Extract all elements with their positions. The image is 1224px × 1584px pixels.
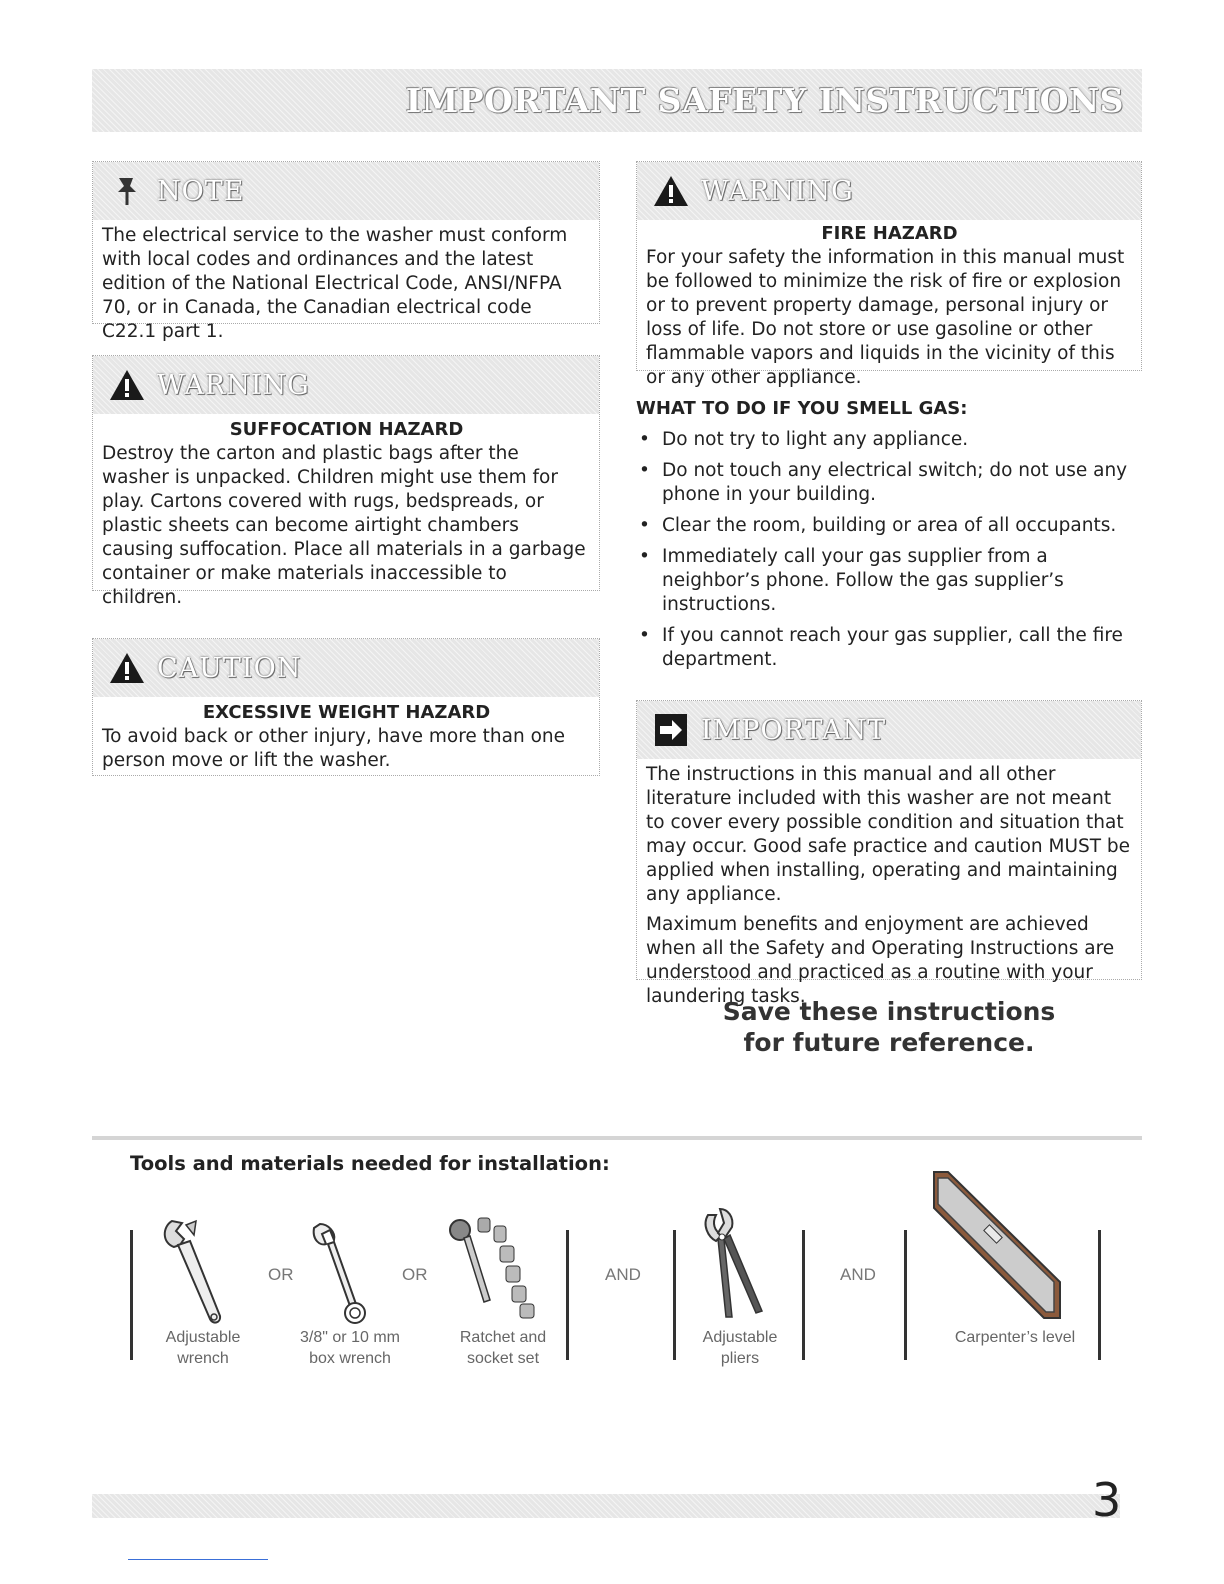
section-divider	[92, 1136, 1142, 1140]
tool-label-line: 3/8" or 10 mm	[300, 1329, 400, 1346]
weight-caution-box	[92, 638, 600, 776]
carpenters-level-image	[928, 1168, 1068, 1328]
fire-hazard-title: FIRE HAZARD	[821, 223, 958, 244]
save-line-2: for future reference.	[743, 1028, 1035, 1057]
weight-caution-heading: CAUTION	[157, 652, 302, 684]
weight-caution-header	[93, 639, 599, 697]
or-connector: OR	[268, 1265, 294, 1284]
tool-label-line: Ratchet and	[459, 1329, 547, 1346]
footer-bar	[92, 1494, 1120, 1518]
list-item: • Clear the room, building or area of all occupants.	[636, 514, 1136, 538]
tool-label-line: wrench	[177, 1350, 229, 1367]
banner-title: IMPORTANT SAFETY INSTRUCTIONS	[405, 81, 1124, 120]
gas-instructions-list	[636, 428, 1136, 679]
suffocation-warning-text: Destroy the carton and plastic bags after the washer is unpacked. Children might use them for play. Cartons covered with rugs, bedspreads, or plastic sheets can become airtight chambers causing suffocation. Place all materials in a garbage container or make materials inaccessible to children.	[102, 443, 586, 608]
list-item: • If you cannot reach your gas supplier, call the fire department.	[636, 624, 1136, 672]
tool-label-line: socket set	[466, 1350, 540, 1367]
suffocation-warning-box	[92, 355, 600, 608]
carpenters-level-label	[940, 1327, 1090, 1348]
warning-triangle-icon	[651, 174, 691, 208]
adjustable-pliers-image	[698, 1205, 768, 1325]
list-item: • Immediately call your gas supplier from a neighbor’s phone. Follow the gas supplier’s instructions.	[636, 545, 1136, 617]
tool-label-line: box wrench	[309, 1350, 391, 1367]
tool-label-line: pliers	[720, 1350, 760, 1367]
warning-triangle-icon	[107, 368, 147, 402]
divider-bar	[130, 1230, 133, 1360]
important-paragraph-1: The instructions in this manual and all other literature included with this washer are not meant to cover every possible condition and situation that may occur. Good safe practice and caution MUST be applied when installing, operating and maintaining any appliance.	[646, 764, 1131, 905]
suffocation-hazard-title: SUFFOCATION HAZARD	[229, 419, 464, 440]
fire-warning-box	[636, 161, 1142, 388]
suffocation-warning-heading: WARNING	[157, 369, 310, 401]
weight-caution-text: To avoid back or other injury, have more than one person move or lift the washer.	[102, 726, 566, 771]
pushpin-icon	[107, 174, 147, 208]
save-instructions-note	[636, 996, 1142, 1058]
list-item: • Do not touch any electrical switch; do not use any phone in your building.	[636, 459, 1136, 507]
ratchet-socket-image	[440, 1210, 545, 1322]
tool-label-line: Adjustable	[165, 1329, 241, 1346]
suffocation-warning-header	[93, 356, 599, 414]
weight-hazard-title: EXCESSIVE WEIGHT HAZARD	[202, 702, 491, 723]
divider-bar	[904, 1230, 907, 1360]
note-header	[93, 162, 599, 220]
corner-rule	[128, 1559, 268, 1560]
tool-label-line: Carpenter’s level	[954, 1329, 1076, 1346]
adjustable-pliers-label	[685, 1327, 795, 1369]
note-box	[92, 161, 600, 342]
page-number: 3	[1092, 1473, 1122, 1527]
gas-section-title: WHAT TO DO IF YOU SMELL GAS:	[636, 398, 968, 419]
important-box	[636, 700, 1142, 1007]
and-connector: AND	[840, 1265, 876, 1284]
divider-bar	[566, 1230, 569, 1360]
and-connector: AND	[605, 1265, 641, 1284]
adjustable-wrench-label	[148, 1327, 258, 1369]
important-header	[637, 701, 1141, 759]
tool-label-line: Adjustable	[702, 1329, 778, 1346]
box-wrench-label	[290, 1327, 410, 1369]
note-heading: NOTE	[157, 175, 245, 207]
or-connector: OR	[402, 1265, 428, 1284]
fire-warning-header	[637, 162, 1141, 220]
divider-bar	[673, 1230, 676, 1360]
arrow-right-icon	[651, 713, 691, 747]
tools-section-title: Tools and materials needed for installation:	[130, 1152, 610, 1175]
page-banner	[92, 69, 1142, 132]
note-text: The electrical service to the washer must conform with local codes and ordinances and the latest edition of the National Electrical Code, ANSI/NFPA 70, or in Canada, the Canadian electrical code C22.1 part 1.	[102, 225, 568, 342]
save-line-1: Save these instructions	[722, 997, 1056, 1026]
box-wrench-image	[310, 1222, 370, 1327]
ratchet-socket-label	[448, 1327, 558, 1369]
important-heading: IMPORTANT	[701, 714, 887, 746]
adjustable-wrench-image	[158, 1215, 238, 1330]
fire-warning-heading: WARNING	[701, 175, 854, 207]
list-item: • Do not try to light any appliance.	[636, 428, 1136, 452]
divider-bar	[802, 1230, 805, 1360]
fire-warning-text: For your safety the information in this manual must be followed to minimize the risk of fire or explosion or to prevent property damage, personal injury or loss of life. Do not store or use gasoline or other flammable vapors and liquids in the vicinity of this or any other appliance.	[646, 247, 1125, 388]
important-paragraph-2: Maximum benefits and enjoyment are achieved when all the Safety and Operating Instructions are understood and practiced as a routine with your laundering tasks.	[646, 914, 1115, 1007]
divider-bar	[1098, 1230, 1101, 1360]
caution-triangle-icon	[107, 651, 147, 685]
